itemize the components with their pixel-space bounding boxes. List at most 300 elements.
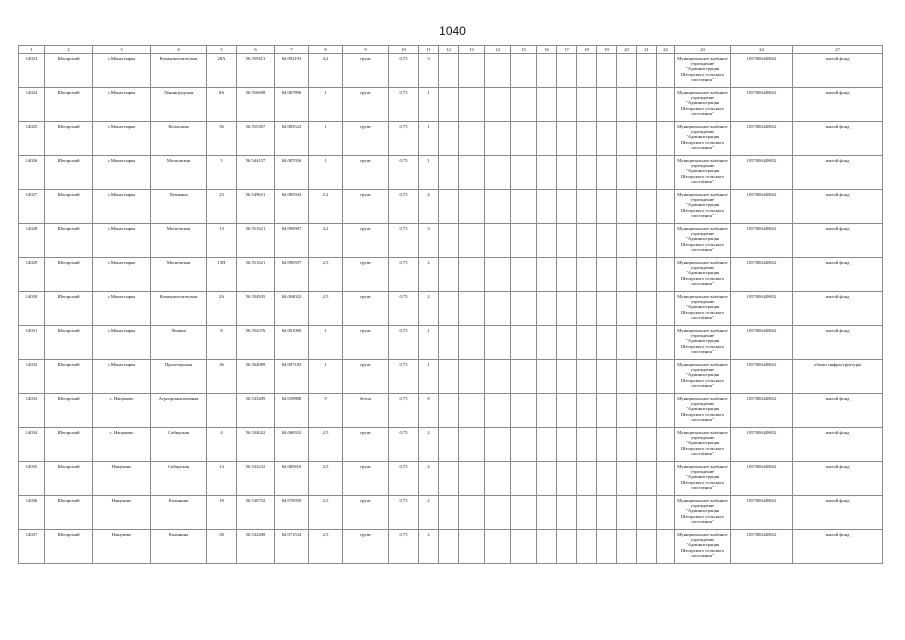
table-cell [485,496,511,530]
column-header: 13 [459,46,485,54]
table-cell: с.Монастырка [93,258,151,292]
column-header: 20 [617,46,637,54]
table-cell: 4,2 [309,54,343,88]
table-cell [557,224,577,258]
table-cell: 56.555307 [237,122,275,156]
table-cell [537,156,557,190]
table-cell: грунт [343,360,389,394]
table-cell [577,496,597,530]
table-cell: грунт [343,224,389,258]
table-cell: 1057006448652 [731,156,793,190]
table-cell: 38 [207,530,237,564]
table-cell: 56.551621 [237,258,275,292]
table-cell: 1 [419,326,439,360]
table-cell [459,326,485,360]
table-cell [557,292,577,326]
table-cell: 84.087036 [275,156,309,190]
table-cell [511,224,537,258]
table-cell: с.Монастырка [93,360,151,394]
table-cell: 0,75 [389,428,419,462]
table-cell [511,190,537,224]
table-cell [597,530,617,564]
table-cell: 14036 [19,496,45,530]
table-cell [459,394,485,428]
table-cell [439,292,459,326]
table-cell [459,496,485,530]
table-cell: 2,5 [309,496,343,530]
table-cell: с.Монастырка [93,292,151,326]
table-cell: Муниципальное казённое учреждение "Администрация Шегарского сельского поселения" [675,462,731,496]
table-cell [485,292,511,326]
table-cell: 84.083522 [275,122,309,156]
registry-table [18,45,883,564]
table-cell [577,360,597,394]
table-cell: 13П [207,258,237,292]
table-cell: 2,5 [309,530,343,564]
table-cell [577,156,597,190]
table-cell [439,224,459,258]
table-cell: 1 [419,88,439,122]
table-cell: 1057006448652 [731,428,793,462]
column-header: 9 [343,46,389,54]
table-row [19,360,883,394]
table-cell [657,224,675,258]
table-cell: жилой фонд [793,88,883,122]
table-cell: 1 [309,88,343,122]
table-cell: с.Монастырка [93,190,151,224]
table-cell [459,54,485,88]
table-cell [657,88,675,122]
table-cell: Шегарский [45,224,93,258]
table-cell: 84.091090 [275,326,309,360]
table-cell [485,428,511,462]
table-cell [617,326,637,360]
table-cell: Шегарский [45,394,93,428]
table-cell: 0,75 [389,258,419,292]
table-cell [207,394,237,428]
table-cell: 0,75 [389,156,419,190]
table-cell [459,428,485,462]
table-cell [617,122,637,156]
table-cell: Муниципальное казённое учреждение "Администрация Шегарского сельского поселения" [675,530,731,564]
table-cell [617,292,637,326]
table-cell [577,462,597,496]
table-cell: жилой фонд [793,292,883,326]
table-cell: Сибирская [151,462,207,496]
table-cell: 14033 [19,394,45,428]
table-cell [617,54,637,88]
table-cell [511,156,537,190]
table-cell: 0,75 [389,122,419,156]
table-cell: 1 [309,156,343,190]
column-header: 24 [731,46,793,54]
table-cell [617,462,637,496]
table-cell [459,88,485,122]
table-cell [557,462,577,496]
table-cell [577,190,597,224]
table-cell [537,530,557,564]
table-cell: 8 [419,394,439,428]
table-cell: жилой фонд [793,156,883,190]
table-cell: 0,75 [389,190,419,224]
table-cell: Муниципальное казённое учреждение "Администрация Шегарского сельского поселения" [675,360,731,394]
table-cell: Калинина [151,530,207,564]
table-cell: 28А [207,54,237,88]
table-cell: 18 [207,496,237,530]
table-cell: 8 [207,326,237,360]
table-cell: 84.071534 [275,530,309,564]
table-row [19,292,883,326]
table-cell [511,496,537,530]
table-cell [439,190,459,224]
table-cell [511,88,537,122]
table-cell: 14030 [19,292,45,326]
table-row [19,54,883,88]
table-cell [485,530,511,564]
table-cell: 84.085943 [275,190,309,224]
table-cell [637,156,657,190]
table-cell [597,54,617,88]
table-cell [459,122,485,156]
table-cell: 14034 [19,428,45,462]
table-cell [617,88,637,122]
table-cell [617,156,637,190]
table-row [19,428,883,462]
table-cell [557,428,577,462]
table-cell [597,496,617,530]
table-cell: 56.544137 [237,156,275,190]
table-cell [617,258,637,292]
table-cell [459,530,485,564]
table-cell [657,292,675,326]
table-cell: 1057006448652 [731,224,793,258]
column-header: 8 [309,46,343,54]
table-cell [657,530,675,564]
table-cell: 56.551621 [237,224,275,258]
table-cell [637,462,657,496]
table-cell [557,360,577,394]
table-cell: 14035 [19,462,45,496]
table-cell: 56.564089 [237,360,275,394]
table-cell: грунт [343,428,389,462]
table-cell: Шегарский [45,462,93,496]
table-cell: 84.070959 [275,496,309,530]
table-cell: 56.554935 [237,292,275,326]
table-cell [577,326,597,360]
table-cell: 84.090907 [275,224,309,258]
header-row [19,46,883,54]
column-header: 15 [511,46,537,54]
table-cell: 56.556698 [237,88,275,122]
table-cell [637,394,657,428]
table-cell: Шегарский [45,496,93,530]
table-cell [637,122,657,156]
table-row [19,496,883,530]
table-cell [439,394,459,428]
table-cell: жилой фонд [793,394,883,428]
column-header: 16 [537,46,557,54]
table-cell: 1057006448652 [731,530,793,564]
table-cell [439,122,459,156]
table-cell: грунт [343,496,389,530]
table-row [19,258,883,292]
table-cell [537,224,557,258]
column-header: 6 [237,46,275,54]
column-header: 17 [557,46,577,54]
table-cell [537,360,557,394]
table-cell: грунт [343,258,389,292]
table-cell: 1 [309,326,343,360]
table-cell [577,428,597,462]
table-cell: Муниципальное казённое учреждение "Администрация Шегарского сельского поселения" [675,428,731,462]
table-cell [657,156,675,190]
table-cell [597,462,617,496]
table-cell: 2,5 [309,428,343,462]
table-cell [537,496,557,530]
table-cell: 84.097183 [275,360,309,394]
table-cell [485,360,511,394]
table-cell: жилой фонд [793,530,883,564]
table-cell: Коммунистическая [151,54,207,88]
table-cell: объект инфраструктуры [793,360,883,394]
table-row [19,326,883,360]
table-cell: с.Монастырка [93,54,151,88]
table-cell: 14028 [19,224,45,258]
table-cell [657,496,675,530]
table-cell: Сибирская [151,428,207,462]
table-cell: Ленина [151,326,207,360]
table-cell: 1057006448652 [731,190,793,224]
table-cell [485,462,511,496]
table-cell [511,394,537,428]
table-cell [537,190,557,224]
table-cell: Шегарский [45,292,93,326]
table-cell: 14025 [19,122,45,156]
table-cell [511,462,537,496]
column-header: 11 [419,46,439,54]
table-cell [637,88,657,122]
table-cell [637,258,657,292]
table-cell [439,530,459,564]
table-cell [485,258,511,292]
table-row [19,462,883,496]
table-cell [439,428,459,462]
table-cell: 1057006448652 [731,292,793,326]
table-cell: 2,5 [309,258,343,292]
table-cell: 2 [419,428,439,462]
table-cell: Шегарский [45,88,93,122]
table-cell: грунт [343,462,389,496]
table-cell [439,156,459,190]
table-cell [511,54,537,88]
table-cell [557,88,577,122]
table-cell: Муниципальное казённое учреждение "Администрация Шегарского сельского поселения" [675,394,731,428]
table-cell: 84.069416 [275,462,309,496]
table-cell: жилой фонд [793,496,883,530]
table-cell: 84.090597 [275,258,309,292]
table-cell: 14032 [19,360,45,394]
table-cell [485,190,511,224]
table-cell: Московская [151,224,207,258]
table-cell: жилой фонд [793,122,883,156]
table-cell: Коммунистическая [151,292,207,326]
table-cell: 4 [419,190,439,224]
table-cell: 5 [207,156,237,190]
table-cell: Московская [151,156,207,190]
table-cell: Муниципальное казённое учреждение "Администрация Шегарского сельского поселения" [675,88,731,122]
table-cell: с.Монастырка [93,156,151,190]
table-cell [459,292,485,326]
table-cell: грунт [343,190,389,224]
table-cell [511,122,537,156]
table-cell: 84.068310 [275,428,309,462]
table-cell: 1 [419,156,439,190]
table-cell: Шегарский [45,530,93,564]
table-cell [617,190,637,224]
table-cell: 3 [419,224,439,258]
table-cell [597,360,617,394]
table-cell [557,258,577,292]
table-cell [657,326,675,360]
table-cell: 1 [309,360,343,394]
table-cell [459,156,485,190]
table-cell: с. Нащеково [93,428,151,462]
table-cell: с.Монастырка [93,88,151,122]
table-cell [439,496,459,530]
table-cell [459,258,485,292]
table-cell: 2,5 [309,292,343,326]
table-cell: 1057006448652 [731,360,793,394]
table-cell [617,496,637,530]
table-cell: 2 [419,462,439,496]
column-header: 19 [597,46,617,54]
table-cell: Шегарский [45,360,93,394]
table-cell: 1 [309,122,343,156]
table-cell: 5,2 [309,190,343,224]
table-cell: жилой фонд [793,224,883,258]
table-cell [617,530,637,564]
table-cell: 1057006448652 [731,496,793,530]
table-cell: Муниципальное казённое учреждение "Администрация Шегарского сельского поселения" [675,122,731,156]
table-cell: 56.533209 [237,394,275,428]
table-cell [485,156,511,190]
table-cell [557,394,577,428]
table-cell: грунт [343,156,389,190]
table-cell [557,122,577,156]
table-cell: Ленинградская [151,88,207,122]
table-cell [637,496,657,530]
table-cell [597,394,617,428]
table-cell: 56.534022 [237,428,275,462]
table-cell: 36 [207,360,237,394]
table-cell [637,224,657,258]
table-cell [577,122,597,156]
table-row [19,530,883,564]
table-cell: 2 [419,496,439,530]
table-cell [597,326,617,360]
table-cell: Московская [151,258,207,292]
table-cell: бетон [343,394,389,428]
table-cell [485,326,511,360]
table-cell [537,394,557,428]
table-cell [657,122,675,156]
table-row [19,190,883,224]
table-cell: жилой фонд [793,190,883,224]
table-cell: Муниципальное казённое учреждение "Администрация Шегарского сельского поселения" [675,224,731,258]
table-cell [577,258,597,292]
table-cell: Муниципальное казённое учреждение "Администрация Шегарского сельского поселения" [675,190,731,224]
table-cell: 1 [419,360,439,394]
table-cell [637,428,657,462]
table-cell [537,462,557,496]
table-cell: Муниципальное казённое учреждение "Администрация Шегарского сельского поселения" [675,292,731,326]
table-cell: 14 [207,462,237,496]
table-cell [657,462,675,496]
table-row [19,88,883,122]
table-cell [485,394,511,428]
table-cell: 14037 [19,530,45,564]
table-cell [657,258,675,292]
table-cell: 0,75 [389,326,419,360]
table-cell [439,360,459,394]
column-header: 12 [439,46,459,54]
table-cell [537,122,557,156]
table-cell [577,530,597,564]
table-cell: 23 [207,190,237,224]
column-header: 3 [93,46,151,54]
table-cell: 2 [419,292,439,326]
table-cell [637,326,657,360]
table-cell [637,190,657,224]
table-cell [439,258,459,292]
table-cell: 2А [207,292,237,326]
table-cell: Шегарский [45,122,93,156]
table-cell [537,428,557,462]
table-cell: с.Монастырка [93,122,151,156]
table-row [19,156,883,190]
table-cell: Шегарский [45,326,93,360]
table-cell [597,224,617,258]
table-cell: 84.039888 [275,394,309,428]
table-cell: Нащеково [93,462,151,496]
table-cell: 56.559413 [237,54,275,88]
table-cell [557,530,577,564]
column-header: 21 [637,46,657,54]
table-cell [439,326,459,360]
table-cell [511,292,537,326]
table-cell: грунт [343,88,389,122]
table-cell: жилой фонд [793,258,883,292]
table-cell: Агропромышленная [151,394,207,428]
table-cell: грунт [343,292,389,326]
table-cell [637,54,657,88]
table-cell [511,326,537,360]
table-cell [657,360,675,394]
table-cell [597,428,617,462]
table-cell: 0,75 [389,462,419,496]
table-cell: 14027 [19,190,45,224]
column-header: 4 [151,46,207,54]
table-cell [597,88,617,122]
table-cell: грунт [343,122,389,156]
table-cell [617,360,637,394]
table-cell: 0,75 [389,88,419,122]
column-header: 18 [577,46,597,54]
table-cell [459,190,485,224]
table-cell [617,394,637,428]
table-cell: 56.554376 [237,326,275,360]
table-cell: Муниципальное казённое учреждение "Администрация Шегарского сельского поселения" [675,258,731,292]
